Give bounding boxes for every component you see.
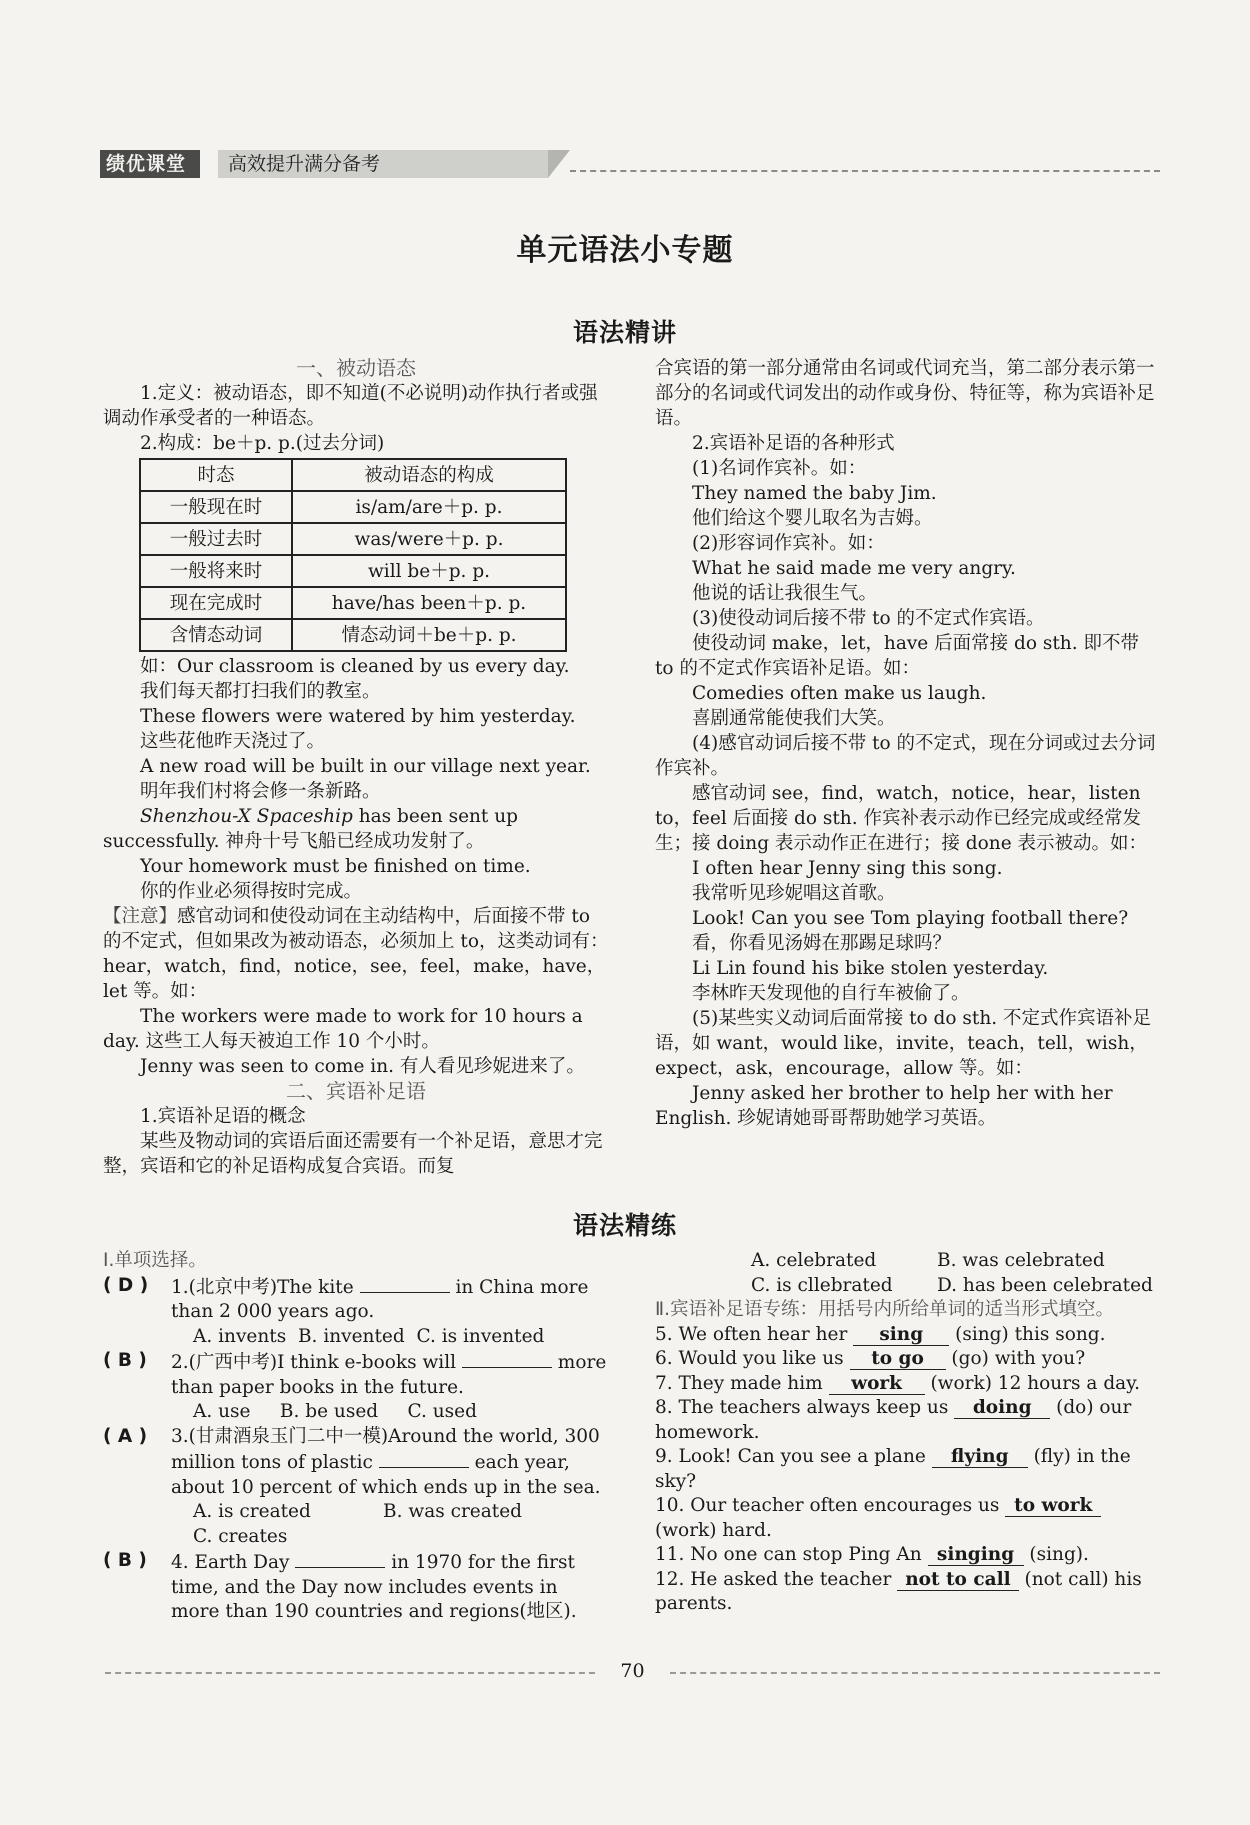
table-header-row <box>140 459 566 491</box>
question-stem: in China more than 2 000 years ago. <box>171 1276 589 1322</box>
form-3: (3)使役动词后接不带 to 的不定式作宾语。 <box>692 608 1045 629</box>
question-options: A. invents B. invented C. is invented <box>193 1325 545 1347</box>
question-stem: in 1970 for the first time, and the Day now includes events in more than 190 countries and regions(地区). <box>171 1552 577 1622</box>
example-sentence: Jenny asked her brother to help her with her English. 珍妮请她哥哥帮助她学习英语。 <box>655 1083 1113 1129</box>
question-stem: 4. Earth Day <box>171 1552 296 1573</box>
fill-item-text: 11. No one can stop Ping An <box>655 1544 928 1565</box>
page-title: 单元语法小专题 <box>516 233 734 268</box>
form-2: (2)形容词作宾补。如： <box>692 533 885 554</box>
option-a: A. is created <box>193 1501 311 1522</box>
question-3 <box>103 1425 609 1550</box>
table-cell: 一般将来时 <box>140 555 292 587</box>
fill-item-text: (go) with you? <box>945 1348 1086 1369</box>
forms-title: 2.宾语补足语的各种形式 <box>692 433 895 454</box>
example-sentence: They named the baby Jim. <box>692 483 937 504</box>
table-cell: have/has been＋p. p. <box>292 587 566 619</box>
spaceship-name: Shenzhou-X Spaceship <box>140 806 353 827</box>
question-options: A. use B. be used C. used <box>193 1401 477 1422</box>
question-stem: 2.(广西中考)I think e-books will <box>171 1352 462 1373</box>
header-slogan: 高效提升满分备考 <box>218 150 548 178</box>
question-1 <box>103 1274 609 1350</box>
answer-key: ( A ) <box>103 1425 148 1447</box>
form-3-text: 使役动词 make，let，have 后面常接 do sth. 即不带 to 的不定式作宾语补足语。如： <box>655 633 1139 679</box>
table-row <box>140 619 566 651</box>
example-sentence: I often hear Jenny sing this song. <box>692 858 1003 879</box>
example-sentence: Look! Can you see Tom playing football there? <box>692 908 1129 929</box>
example-translation: 你的作业必须得按时完成。 <box>140 881 363 902</box>
option-d: D. has been celebrated <box>937 1274 1153 1296</box>
left-column <box>103 356 609 1179</box>
part-1-heading: Ⅰ.单项选择。 <box>103 1250 207 1271</box>
section-title-practice: 语法精练 <box>572 1211 677 1240</box>
table-cell: 一般过去时 <box>140 523 292 555</box>
fill-item-text: (work) hard. <box>655 1519 772 1541</box>
fill-item-text: 10. Our teacher often encourages us <box>655 1495 1006 1516</box>
form-4-text: 感官动词 see，find，watch，notice，hear，listen to，feel 后面接 do sth. 作宾补表示动作已经完成或经常发生；接 doing 表示动作正在进行；接 done 表示被动。如： <box>655 783 1148 854</box>
header-band <box>100 150 1160 180</box>
fill-answer[interactable]: singing <box>928 1545 1024 1566</box>
answer-blank[interactable] <box>462 1349 552 1368</box>
table-header-cell: 时态 <box>140 459 292 491</box>
example-translation: 他说的话让我很生气。 <box>692 583 878 604</box>
section-title-lecture: 语法精讲 <box>572 318 677 347</box>
table-cell: 现在完成时 <box>140 587 292 619</box>
example-sentence: Li Lin found his bike stolen yesterday. <box>692 958 1049 979</box>
fill-item <box>655 1372 1161 1397</box>
fill-item <box>655 1445 1161 1494</box>
table-row <box>140 587 566 619</box>
example-sentence: Jenny was seen to come in. 有人看见珍妮进来了。 <box>140 1056 585 1077</box>
fill-answer[interactable]: sing <box>853 1325 949 1346</box>
question-stem: each year, about 10 percent of which ends up in the sea. <box>171 1452 601 1498</box>
table-row <box>140 555 566 587</box>
example-translation: 李林昨天发现他的自行车被偷了。 <box>692 983 970 1004</box>
table-cell: will be＋p. p. <box>292 555 566 587</box>
fill-answer[interactable]: to go <box>850 1349 946 1370</box>
fill-item-text: 12. He asked the teacher <box>655 1568 898 1590</box>
answer-key: ( B ) <box>103 1350 147 1371</box>
note-tag: 【注意】 <box>103 906 178 927</box>
question-stem: 1.(北京中考)The kite <box>171 1276 360 1298</box>
answer-key: ( B ) <box>103 1550 147 1571</box>
fill-item-text: 7. They made him <box>655 1372 829 1394</box>
fill-item-text: (not call) his parents. <box>655 1568 1142 1614</box>
page-number: 70 <box>620 1660 645 1682</box>
answer-key: ( D ) <box>103 1274 149 1296</box>
fill-item <box>655 1543 1161 1568</box>
answer-blank[interactable] <box>295 1549 385 1568</box>
fill-answer[interactable]: not to call <box>897 1570 1018 1591</box>
fill-item-text: 5. We often hear her <box>655 1323 854 1345</box>
footer-divider-right <box>670 1672 1160 1674</box>
question-stem: more than paper books in the future. <box>171 1352 607 1398</box>
example-sentence: A new road will be built in our village next year. <box>140 756 591 777</box>
fill-item <box>655 1323 1161 1348</box>
example-translation: 他们给这个婴儿取名为吉姆。 <box>692 508 933 529</box>
answer-blank[interactable] <box>360 1274 450 1293</box>
example-sentence: Your homework must be finished on time. <box>140 856 531 877</box>
question-stem: 3.(甘肃酒泉玉门二中一模)Around the world, 300 million tons of plastic <box>171 1425 600 1473</box>
exercise-right <box>655 1249 1161 1617</box>
fill-item-text: 6. Would you like us <box>655 1348 850 1369</box>
fill-item-text: 8. The teachers always keep us <box>655 1397 955 1418</box>
example-sentence: What he said made me very angry. <box>692 558 1016 579</box>
header-divider <box>570 170 1160 172</box>
passive-definition: 1.定义：被动语态，即不知道(不必说明)动作执行者或强调动作承受者的一种语态。 <box>103 383 598 429</box>
brand-label: 绩优课堂 <box>100 150 200 178</box>
fill-item-text: (work) 12 hours a day. <box>924 1372 1141 1394</box>
complement-concept-text: 某些及物动词的宾语后面还需要有一个补足语，意思才完整，宾语和它的补足语构成复合宾语。而复 <box>103 1131 603 1177</box>
example-translation: 喜剧通常能使我们大笑。 <box>692 708 896 729</box>
table-cell: 一般现在时 <box>140 491 292 523</box>
option-c: C. is cllebrated <box>751 1274 893 1296</box>
example-sentence <box>103 804 609 854</box>
footer <box>105 1660 1160 1690</box>
example-sentence: These flowers were watered by him yesterday. <box>140 706 576 727</box>
question-4 <box>103 1549 609 1625</box>
example-translation: 我们每天都打扫我们的教室。 <box>140 681 381 702</box>
complement-continued: 合宾语的第一部分通常由名词或代词充当，第二部分表示第一部分的名词或代词发出的动作或身份、特征等，称为宾语补足语。 <box>655 358 1155 429</box>
note-text: 感官动词和使役动词在主动结构中，后面接不带 to 的不定式，但如果改为被动语态，必须加上 to，这类动词有：hear，watch，find，notice，see，feel，make，have，let 等。如： <box>103 906 609 1002</box>
table-cell: was/were＋p. p. <box>292 523 566 555</box>
example-sentence: The workers were made to work for 10 hours a day. 这些工人每天被迫工作 10 个小时。 <box>103 1006 583 1052</box>
fill-answer[interactable]: work <box>829 1374 925 1395</box>
table-row <box>140 491 566 523</box>
q4-options-row <box>655 1249 1161 1274</box>
example-sentence: Comedies often make us laugh. <box>692 683 987 704</box>
example-sentence-rest: has been sent up successfully. 神舟十号飞船已经成功发射了。 <box>103 806 519 852</box>
answer-blank[interactable] <box>379 1449 469 1468</box>
fill-item-text: (sing) this song. <box>949 1323 1106 1345</box>
form-4: (4)感官动词后接不带 to 的不定式，现在分词或过去分词作宾补。 <box>655 733 1156 779</box>
fill-item <box>655 1494 1161 1543</box>
fill-item <box>655 1347 1161 1372</box>
part-2-heading: Ⅱ.宾语补足语专练：用括号内所给单词的适当形式填空。 <box>655 1299 1114 1320</box>
question-options <box>171 1500 609 1525</box>
table-cell: 情态动词＋be＋p. p. <box>292 619 566 651</box>
example-translation: 看，你看见汤姆在那踢足球吗？ <box>692 933 952 954</box>
example-translation: 明年我们村将会修一条新路。 <box>140 781 381 802</box>
option-b: B. was celebrated <box>937 1250 1105 1271</box>
exercise-left <box>103 1249 609 1625</box>
subheading-passive: 一、被动语态 <box>296 356 416 380</box>
fill-answer[interactable]: flying <box>932 1447 1028 1468</box>
fill-answer[interactable]: to work <box>1005 1496 1101 1517</box>
table-cell: is/am/are＋p. p. <box>292 491 566 523</box>
fill-item-text: (sing). <box>1023 1544 1089 1565</box>
fill-answer[interactable]: doing <box>954 1398 1050 1419</box>
header-triangle <box>548 150 570 178</box>
table-header-cell: 被动语态的构成 <box>292 459 566 491</box>
fill-item-text: (do) our homework. <box>655 1397 1132 1443</box>
fill-item-text: 9. Look! Can you see a plane <box>655 1446 932 1467</box>
q4-options-row <box>655 1274 1161 1299</box>
fill-item-text: (fly) in the sky? <box>655 1446 1131 1492</box>
option-b: B. was created <box>383 1501 523 1522</box>
form-5: (5)某些实义动词后面常接 to do sth. 不定式作宾语补足语，如 want，would like，invite，teach，tell，wish，expect，ask，encourage，allow 等。如： <box>655 1008 1152 1079</box>
form-1: (1)名词作宾补。如： <box>692 458 867 479</box>
passive-table <box>139 458 567 652</box>
example-translation: 我常听见珍妮唱这首歌。 <box>692 883 896 904</box>
complement-concept-title: 1.宾语补足语的概念 <box>140 1106 306 1127</box>
example-translation: 这些花他昨天浇过了。 <box>140 731 326 752</box>
example-sentence: 如：Our classroom is cleaned by us every day. <box>140 656 570 677</box>
table-row <box>140 523 566 555</box>
option-c: C. creates <box>193 1525 288 1547</box>
fill-item <box>655 1396 1161 1445</box>
passive-structure: 2.构成：be＋p. p.(过去分词) <box>140 433 385 454</box>
table-cell: 含情态动词 <box>140 619 292 651</box>
note-paragraph <box>103 904 609 1004</box>
right-column <box>655 356 1161 1131</box>
fill-item <box>655 1568 1161 1617</box>
subheading-complement: 二、宾语补足语 <box>286 1079 426 1103</box>
question-2 <box>103 1349 609 1425</box>
option-a: A. celebrated <box>751 1250 877 1271</box>
